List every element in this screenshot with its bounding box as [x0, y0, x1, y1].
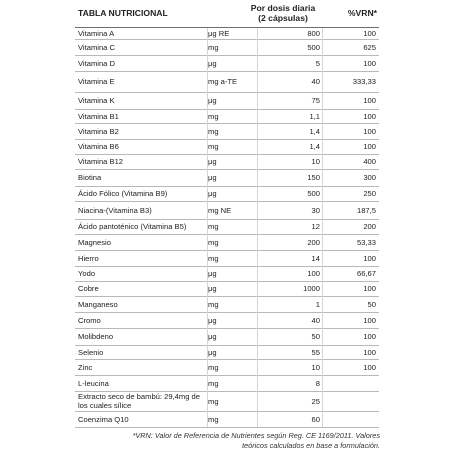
nutrient-unit: μg — [208, 96, 217, 105]
header-amount-line1: Por dosis diaria — [250, 3, 316, 13]
nutrient-name: Yodo — [78, 269, 96, 278]
nutrient-vrn: 250 — [363, 189, 376, 198]
row-divider — [75, 139, 379, 140]
nutrient-vrn: 100 — [363, 142, 376, 151]
table-row — [75, 154, 379, 169]
column-divider — [322, 28, 323, 427]
nutrient-vrn: 100 — [363, 96, 376, 105]
table-row — [75, 169, 379, 186]
table-row — [75, 92, 379, 109]
row-divider — [75, 312, 379, 313]
column-divider — [207, 28, 208, 427]
table-row — [75, 28, 379, 39]
row-divider — [75, 109, 379, 110]
nutrient-vrn: 100 — [363, 111, 376, 121]
nutrient-vrn: 187,5 — [356, 205, 376, 215]
nutrient-name: Vitamina B1 — [78, 111, 119, 121]
row-divider — [75, 296, 379, 297]
nutrient-name: Ácido Fólico (Vitamina B9) — [78, 189, 168, 198]
nutrient-unit: mg — [208, 111, 219, 121]
nutrient-unit: mg — [208, 237, 219, 247]
table-row — [75, 219, 379, 234]
nutrient-vrn: 400 — [363, 157, 376, 166]
nutrient-amount: 10 — [311, 157, 320, 166]
table-row — [75, 312, 379, 328]
table-row — [75, 281, 379, 296]
nutrient-name: Ácido pantoténico (Vitamina B5) — [78, 222, 187, 231]
nutrient-amount: 12 — [311, 222, 320, 231]
nutrient-name: Hierro — [78, 253, 99, 263]
nutrient-amount: 100 — [307, 269, 320, 278]
table-row — [75, 234, 379, 250]
nutrient-amount: 8 — [315, 378, 320, 388]
row-divider — [75, 219, 379, 220]
nutrient-name: Vitamina B6 — [78, 142, 119, 151]
table-row — [75, 296, 379, 312]
nutrient-name: Coenzima Q10 — [78, 414, 129, 424]
nutrient-amount: 500 — [307, 189, 320, 198]
table-row — [75, 186, 379, 201]
nutrient-unit: mg a-TE — [208, 77, 238, 86]
row-divider — [75, 39, 379, 40]
nutrient-amount: 50 — [311, 332, 320, 341]
nutrient-vrn: 100 — [363, 29, 376, 38]
nutrient-vrn: 100 — [363, 315, 376, 325]
nutrient-amount: 25 — [311, 396, 320, 406]
nutrient-unit: μg — [208, 189, 217, 198]
nutrient-name: Vitamina B12 — [78, 157, 124, 166]
nutrient-name: Selenio — [78, 347, 104, 357]
table-row — [75, 266, 379, 281]
row-divider — [75, 234, 379, 235]
nutrient-amount: 200 — [307, 237, 320, 247]
row-divider — [75, 169, 379, 170]
nutrient-unit: μg — [208, 284, 217, 293]
table-row — [75, 375, 379, 391]
nutrient-amount: 75 — [311, 96, 320, 105]
nutrient-unit: mg — [208, 378, 219, 388]
table-row — [75, 391, 379, 411]
nutrient-unit: mg — [208, 42, 219, 52]
nutrient-unit: μg — [208, 58, 217, 68]
nutrient-amount: 1000 — [303, 284, 320, 293]
nutrient-vrn: 333,33 — [352, 77, 376, 86]
row-divider — [75, 345, 379, 346]
nutrient-vrn: 100 — [363, 58, 376, 68]
nutrient-unit: mg — [208, 222, 219, 231]
table-row — [75, 123, 379, 139]
nutrient-name: Extracto seco de bambú: 29,4mg de los cuales sílice — [78, 392, 200, 410]
nutrient-unit: mg — [208, 362, 219, 372]
header-name: TABLA NUTRICIONAL — [78, 8, 168, 18]
row-divider — [75, 92, 379, 93]
row-divider — [75, 411, 379, 412]
column-divider — [257, 28, 258, 427]
row-divider — [75, 427, 379, 428]
nutrient-unit: mg — [208, 253, 219, 263]
nutrient-name: Biotina — [78, 173, 102, 182]
nutrient-amount: 60 — [311, 414, 320, 424]
row-divider — [75, 154, 379, 155]
nutrient-unit: μg — [208, 315, 217, 325]
nutrient-vrn — [325, 375, 376, 391]
nutrient-vrn: 200 — [363, 222, 376, 231]
nutrient-amount: 30 — [311, 205, 320, 215]
nutrient-amount: 1,4 — [309, 126, 320, 136]
row-divider — [75, 27, 379, 28]
nutrient-name: Niacina-(Vitamina B3) — [78, 205, 152, 215]
nutrient-amount: 800 — [307, 29, 320, 38]
nutrient-vrn: 100 — [363, 284, 376, 293]
nutrient-name: Vitamina B2 — [78, 126, 119, 136]
row-divider — [75, 71, 379, 72]
row-divider — [75, 281, 379, 282]
nutrient-amount: 14 — [311, 253, 320, 263]
nutrient-unit: mg NE — [208, 205, 232, 215]
nutrient-amount: 500 — [307, 42, 320, 52]
row-divider — [75, 328, 379, 329]
nutrient-vrn: 66,67 — [356, 269, 376, 278]
nutrient-amount: 40 — [311, 77, 320, 86]
table-row — [75, 345, 379, 359]
table-row — [75, 411, 379, 427]
table-row — [75, 139, 379, 154]
row-divider — [75, 123, 379, 124]
nutrient-vrn: 50 — [367, 299, 376, 309]
nutrient-unit: mg — [208, 396, 219, 406]
header-vrn: %VRN* — [347, 8, 377, 18]
nutrient-unit: μg — [208, 173, 217, 182]
nutrient-name: Cobre — [78, 284, 99, 293]
nutrient-amount: 10 — [311, 362, 320, 372]
row-divider — [75, 266, 379, 267]
row-divider — [75, 359, 379, 360]
header-amount — [248, 3, 318, 23]
table-row — [75, 109, 379, 123]
nutrient-name: Manganeso — [78, 299, 118, 309]
nutrient-vrn: 300 — [363, 173, 376, 182]
nutrient-amount: 1,4 — [309, 142, 320, 151]
nutrient-vrn: 100 — [363, 332, 376, 341]
nutrient-unit: mg — [208, 414, 219, 424]
table-row — [75, 328, 379, 345]
nutrient-name: Magnesio — [78, 237, 111, 247]
footnote-line2: teóricos calculados en base a formulación. — [242, 441, 380, 450]
nutrient-name: Vitamina K — [78, 96, 115, 105]
nutrient-vrn: 100 — [363, 253, 376, 263]
nutrient-vrn: 100 — [363, 347, 376, 357]
nutrient-vrn — [325, 411, 376, 427]
table-row — [75, 71, 379, 92]
nutrient-amount: 5 — [315, 58, 320, 68]
nutrient-name: Molibdeno — [78, 332, 114, 341]
table-row — [75, 359, 379, 375]
row-divider — [75, 55, 379, 56]
nutrient-name: Cromo — [78, 315, 101, 325]
nutrient-unit: μg — [208, 347, 217, 357]
nutrient-name: L-leucina — [78, 378, 109, 388]
nutrient-amount: 150 — [307, 173, 320, 182]
row-divider — [75, 186, 379, 187]
nutrient-amount: 1,1 — [309, 111, 320, 121]
nutrient-amount: 1 — [315, 299, 320, 309]
nutrient-unit: μg — [208, 269, 217, 278]
nutrient-name: Vitamina E — [78, 77, 115, 86]
nutrient-amount: 40 — [311, 315, 320, 325]
nutrient-unit: mg — [208, 299, 219, 309]
nutrient-unit: mg — [208, 142, 219, 151]
nutrient-vrn: 625 — [363, 42, 376, 52]
table-row — [75, 55, 379, 71]
table-row — [75, 201, 379, 219]
row-divider — [75, 201, 379, 202]
nutrient-vrn: 100 — [363, 362, 376, 372]
nutrient-amount: 55 — [311, 347, 320, 357]
nutrient-vrn: 100 — [363, 126, 376, 136]
row-divider — [75, 250, 379, 251]
nutrient-name: Vitamina C — [78, 42, 116, 52]
nutrient-name: Vitamina D — [78, 58, 116, 68]
nutrient-unit: mg — [208, 126, 219, 136]
table-row — [75, 250, 379, 266]
row-divider — [75, 375, 379, 376]
nutrient-name: Vitamina A — [78, 29, 115, 38]
footnote-line1: *VRN: Valor de Referencia de Nutrientes según Reg. CE 1169/2011. Valores — [132, 431, 380, 440]
footnote — [80, 431, 380, 451]
nutrient-unit: μg — [208, 332, 217, 341]
nutrient-name: Zinc — [78, 362, 93, 372]
nutrient-unit: μg RE — [208, 29, 230, 38]
nutrient-vrn: 53,33 — [356, 237, 376, 247]
row-divider — [75, 391, 379, 392]
nutrient-unit: μg — [208, 157, 217, 166]
table-row — [75, 39, 379, 55]
nutrient-vrn — [325, 391, 376, 411]
header-amount-line2: (2 cápsulas) — [258, 13, 308, 23]
